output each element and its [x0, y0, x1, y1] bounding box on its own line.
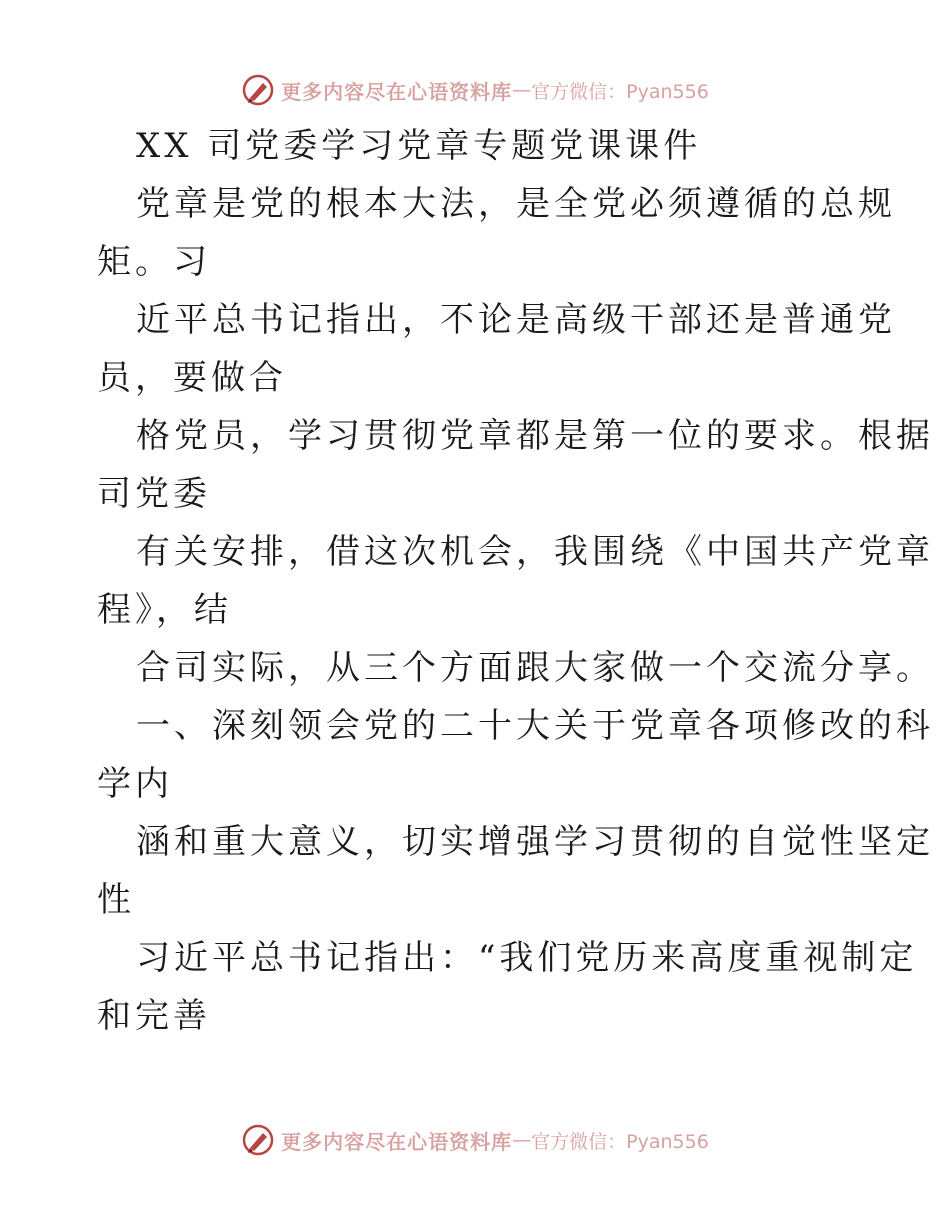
doc-line: 和完善	[97, 996, 211, 1036]
doc-line: 党章是党的根本大法，是全党必须遵循的总规	[136, 184, 896, 224]
doc-line: 司党委	[97, 474, 211, 514]
doc-line: 程》，结	[97, 590, 232, 630]
doc-line: 合司实际，从三个方面跟大家做一个交流分享。	[136, 648, 934, 688]
section-heading-cont: 性	[97, 880, 135, 920]
doc-line: 格党员，学习贯彻党章都是第一位的要求。根据	[136, 416, 934, 456]
watermark-sub-text: 官方微信：Pyan556	[531, 80, 709, 103]
doc-line: 习近平总书记指出：“我们党历来高度重视制定	[136, 938, 918, 978]
watermark-main-text: 更多内容尽在心语资料库	[281, 79, 513, 104]
pen-logo-icon	[241, 1123, 275, 1157]
watermark-dash: —	[512, 1129, 532, 1151]
watermark-footer	[0, 1120, 950, 1160]
pen-logo-icon	[241, 73, 275, 107]
doc-line: 近平总书记指出，不论是高级干部还是普通党	[136, 300, 896, 340]
doc-title: XX 司党委学习党章专题党课课件	[136, 126, 702, 166]
doc-line: 员，要做合	[97, 358, 287, 398]
watermark-sub-text: 官方微信：Pyan556	[531, 1130, 709, 1153]
watermark-header	[0, 70, 950, 110]
watermark-dash: —	[512, 79, 532, 101]
watermark-main-text: 更多内容尽在心语资料库	[281, 1129, 513, 1154]
section-heading-cont: 学内	[97, 764, 173, 804]
doc-line: 有关安排，借这次机会，我围绕《中国共产党章	[136, 532, 934, 572]
doc-line: 矩。习	[97, 242, 211, 282]
section-heading: 一、深刻领会党的二十大关于党章各项修改的科	[136, 706, 934, 746]
section-heading-cont: 涵和重大意义，切实增强学习贯彻的自觉性坚定	[136, 822, 934, 862]
